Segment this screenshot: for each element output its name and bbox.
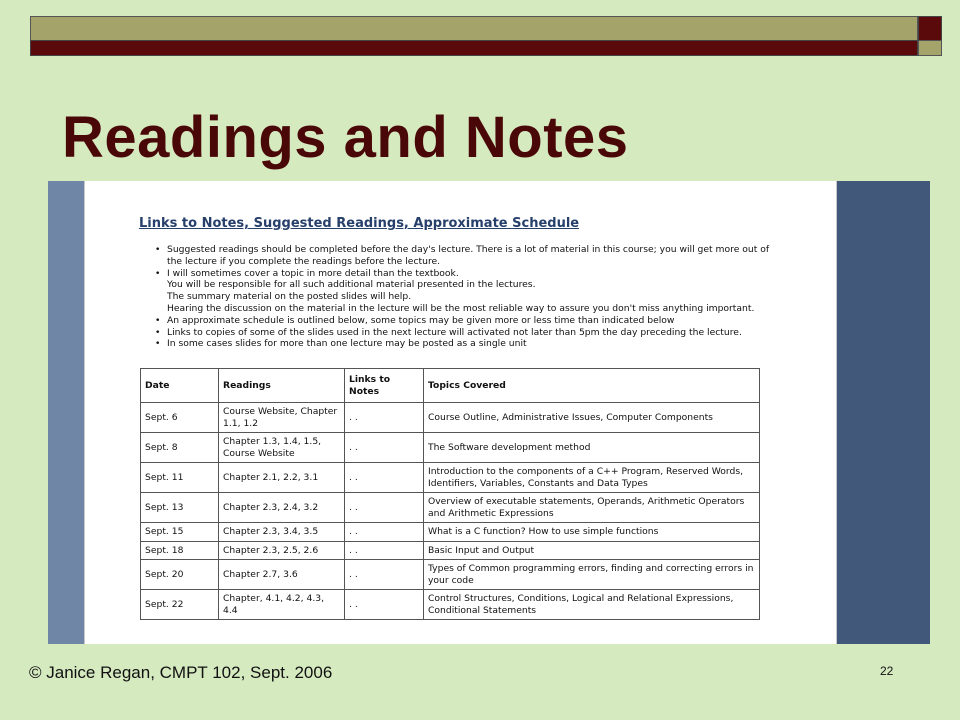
screenshot-left-margin <box>48 181 84 644</box>
topics-cell: Overview of executable statements, Operands, Arithmetic Operators and Arithmetic Expressions <box>424 493 760 523</box>
notes-link-cell[interactable]: . . <box>345 493 424 523</box>
bullet-item <box>155 315 815 327</box>
topics-cell: The Software development method <box>424 433 760 463</box>
schedule-table <box>140 368 760 620</box>
bullet-dot-icon: • <box>155 244 161 255</box>
table-row <box>141 590 760 620</box>
table-header-row <box>141 369 760 403</box>
readings-cell: Chapter 2.3, 2.5, 2.6 <box>219 541 345 560</box>
bullet-text: Links to copies of some of the slides used in the next lecture will activated not later than 5pm the day preceding the lecture. <box>167 326 742 338</box>
screenshot-right-margin <box>835 181 930 644</box>
date-cell: Sept. 15 <box>141 523 219 542</box>
document-heading[interactable]: Links to Notes, Suggested Readings, Approximate Schedule <box>139 216 580 231</box>
bullet-dot-icon: • <box>155 314 161 326</box>
top-bar-olive <box>30 16 918 42</box>
bullet-text: the lecture if you complete the readings before the lecture. <box>167 255 441 267</box>
notes-link-cell[interactable]: . . <box>345 523 424 542</box>
table-row <box>141 541 760 560</box>
bullet-text: An approximate schedule is outlined below, some topics may be given more or less time than indicated below <box>167 314 675 326</box>
bullet-dot-icon: • <box>155 326 161 338</box>
table-row <box>141 493 760 523</box>
webpage-content <box>84 181 837 644</box>
bullet-dot-icon: • <box>155 338 161 350</box>
date-cell: Sept. 13 <box>141 493 219 523</box>
notes-link-cell[interactable]: . . <box>345 433 424 463</box>
webpage-screenshot <box>48 181 930 644</box>
table-row <box>141 560 760 590</box>
column-header-links: Links to Notes <box>345 369 424 403</box>
readings-cell: Chapter 2.3, 2.4, 3.2 <box>219 493 345 523</box>
bullet-item <box>155 338 815 350</box>
bullet-text: Suggested readings should be completed before the day's lecture. There is a lot of material in this course; you will get more out of <box>167 244 770 255</box>
date-cell: Sept. 11 <box>141 463 219 493</box>
slide-title: Readings and Notes <box>62 105 629 170</box>
topics-cell: What is a C function? How to use simple functions <box>424 523 760 542</box>
notes-link-cell[interactable]: . . <box>345 541 424 560</box>
notes-link-cell[interactable]: . . <box>345 590 424 620</box>
date-cell: Sept. 18 <box>141 541 219 560</box>
bullet-text: In some cases slides for more than one lecture may be posted as a single unit <box>167 338 527 350</box>
table-row <box>141 433 760 463</box>
bullet-text: I will sometimes cover a topic in more detail than the textbook. <box>167 267 459 279</box>
table-row <box>141 523 760 542</box>
bullet-list <box>155 244 815 350</box>
readings-cell: Course Website, Chapter 1.1, 1.2 <box>219 403 345 433</box>
topics-cell: Control Structures, Conditions, Logical and Relational Expressions, Conditional Statements <box>424 590 760 620</box>
page-number: 22 <box>880 664 894 678</box>
date-cell: Sept. 22 <box>141 590 219 620</box>
date-cell: Sept. 8 <box>141 433 219 463</box>
bullet-item <box>155 244 815 268</box>
bullet-item <box>155 327 815 339</box>
column-header-readings: Readings <box>219 369 345 403</box>
readings-cell: Chapter, 4.1, 4.2, 4.3, 4.4 <box>219 590 345 620</box>
readings-cell: Chapter 2.3, 3.4, 3.5 <box>219 523 345 542</box>
topics-cell: Types of Common programming errors, finding and correcting errors in your code <box>424 560 760 590</box>
notes-link-cell[interactable]: . . <box>345 403 424 433</box>
readings-cell: Chapter 1.3, 1.4, 1.5, Course Website <box>219 433 345 463</box>
top-bar-maroon <box>30 40 918 56</box>
notes-link-cell[interactable]: . . <box>345 560 424 590</box>
corner-square-maroon <box>918 16 942 42</box>
bullet-text: Hearing the discussion on the material in the lecture will be the most reliable way to assure you don't miss anything important. <box>167 302 755 314</box>
corner-square-olive <box>918 40 942 56</box>
column-header-topics: Topics Covered <box>424 369 760 403</box>
table-row <box>141 463 760 493</box>
bullet-text: You will be responsible for all such additional material presented in the lectures. <box>167 279 536 291</box>
topics-cell: Course Outline, Administrative Issues, Computer Components <box>424 403 760 433</box>
bullet-text: The summary material on the posted slides will help. <box>167 291 412 303</box>
notes-link-cell[interactable]: . . <box>345 463 424 493</box>
readings-cell: Chapter 2.7, 3.6 <box>219 560 345 590</box>
bullet-dot-icon: • <box>155 267 161 279</box>
topics-cell: Basic Input and Output <box>424 541 760 560</box>
date-cell: Sept. 20 <box>141 560 219 590</box>
column-header-date: Date <box>141 369 219 403</box>
table-row <box>141 403 760 433</box>
date-cell: Sept. 6 <box>141 403 219 433</box>
topics-cell: Introduction to the components of a C++ Program, Reserved Words, Identifiers, Variables, Constants and Data Types <box>424 463 760 493</box>
bullet-item <box>155 268 815 315</box>
footer-copyright: © Janice Regan, CMPT 102, Sept. 2006 <box>29 663 333 682</box>
readings-cell: Chapter 2.1, 2.2, 3.1 <box>219 463 345 493</box>
